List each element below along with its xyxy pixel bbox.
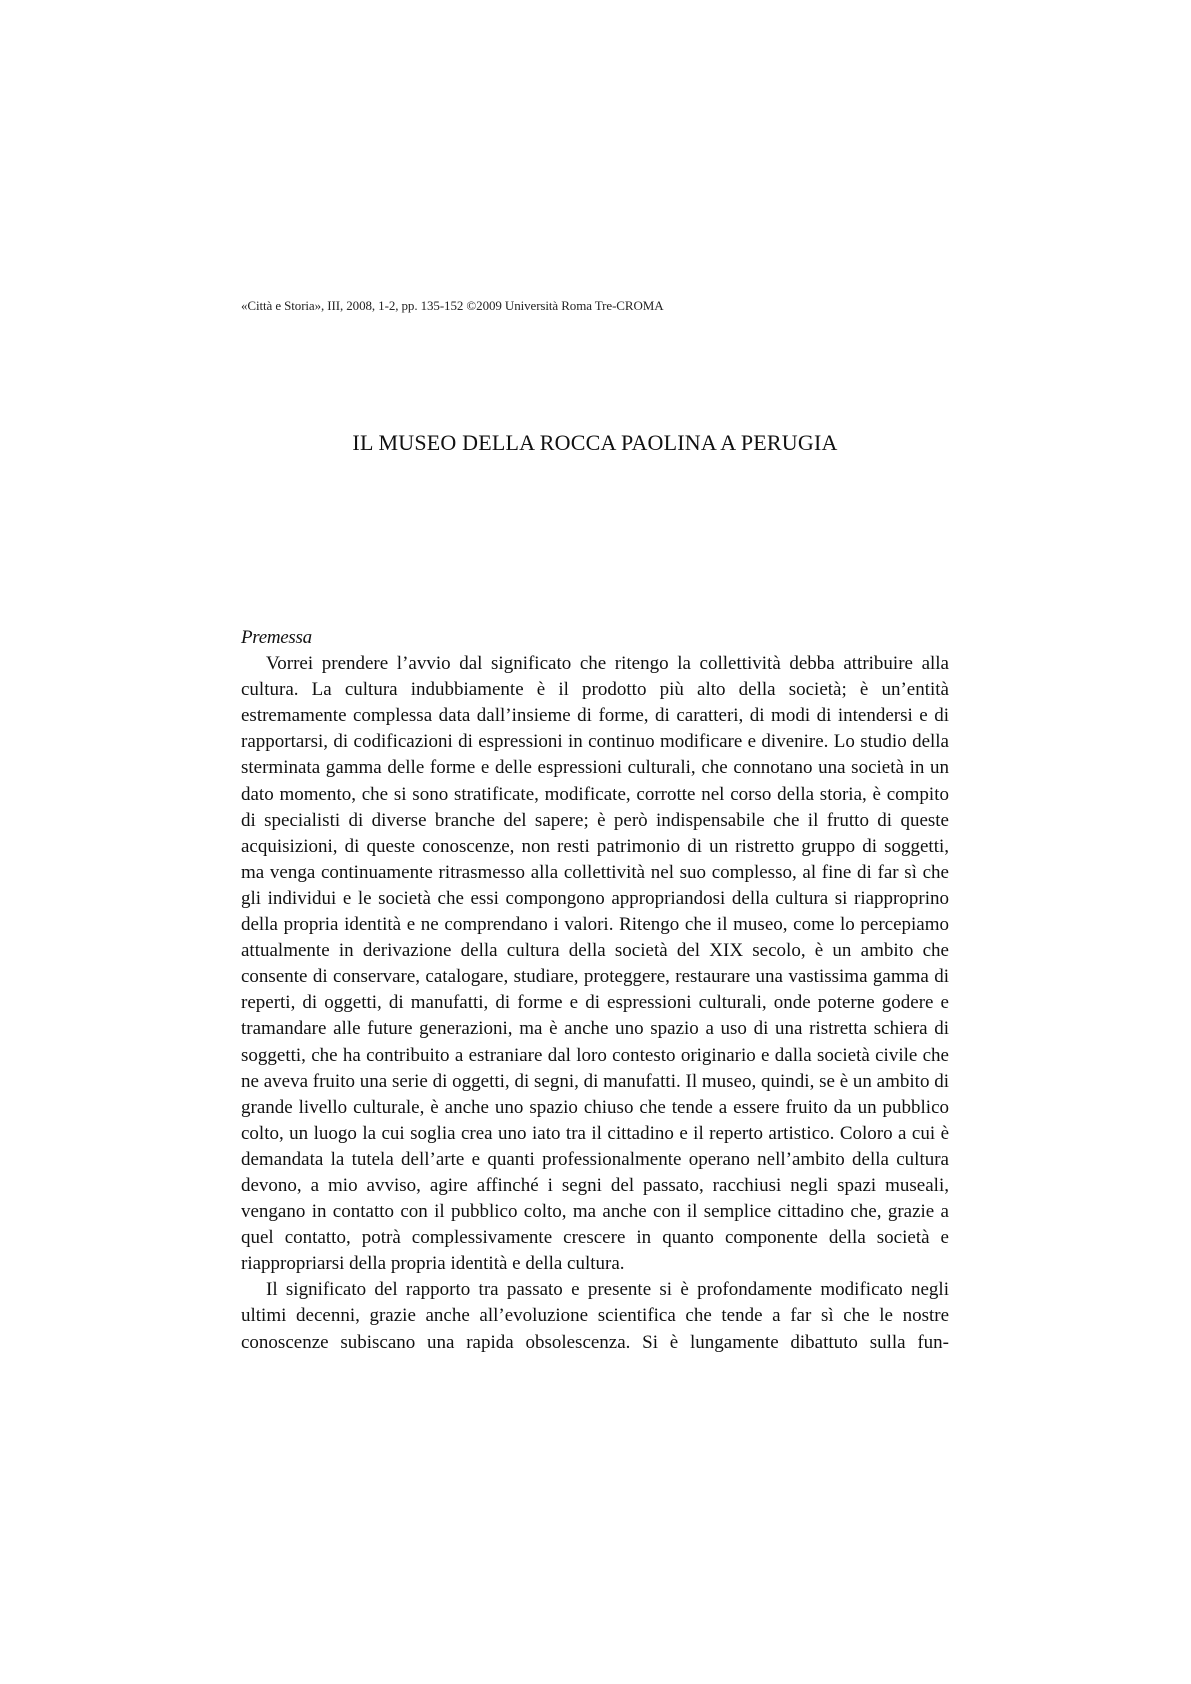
article-body	[241, 625, 949, 1356]
journal-citation: «Città e Storia», III, 2008, 1-2, pp. 135-152 ©2009 Università Roma Tre-CROMA	[241, 298, 664, 313]
section-heading: Premessa	[241, 627, 312, 648]
paragraph: Il significato del rapporto tra passato e presente si è profondamente modificato negli ultimi decenni, grazie anche all’evoluzione scientifica che tende a far sì che le nostre conoscenze subiscano una rapida obsolescenza. Si è lungamente dibattuto sulla fun-	[241, 1279, 949, 1353]
article-title: IL MUSEO DELLA ROCCA PAOLINA A PERUGIA	[352, 430, 838, 455]
paragraph: Vorrei prendere l’avvio dal significato che ritengo la collettività debba attribuire alla cultura. La cultura indubbiamente è il prodotto più alto della società; è un’entità estremamente complessa data dall’insieme di forme, di caratteri, di modi di intendersi e di rapportarsi, di codificazioni di espressioni in continuo modificare e divenire. Lo studio della sterminata gamma delle forme e delle espressioni culturali, che connotano una società in un dato momento, che si sono stratificate, modificate, corrotte nel corso della storia, è compito di specialisti di diverse branche del sapere; è però indispensabile che il frutto di queste acquisizioni, di queste conoscenze, non resti patrimonio di un ristretto gruppo di soggetti, ma venga continuamente ritrasmesso alla collettività nel suo complesso, al fine di far sì che gli individui e le società che essi compongono appropriandosi della cultura si riapproprino della propria identità e ne comprendano i valori. Ritengo che il museo, come lo percepiamo attualmente in derivazione della cultura della società del XIX secolo, è un ambito che consente di conservare, catalogare, studiare, proteggere, restaurare una vastissima gamma di reperti, di oggetti, di manufatti, di forme e di espressioni culturali, onde poterne godere e tramandare alle future generazioni, ma è anche uno spazio a uso di una ristretta schiera di soggetti, che ha contribuito a estraniare dal loro contesto originario e dalla società civile che ne aveva fruito una serie di oggetti, di segni, di manufatti. Il museo, quindi, se è un ambito di grande livello culturale, è anche uno spazio chiuso che tende a essere fruito da un pubblico colto, un luogo la cui soglia crea uno iato tra il cittadino e il reperto artistico. Coloro a cui è demandata la tutela dell’arte e quanti professionalmente operano nell’ambito della cultura devono, a mio avviso, agire affinché i segni del passato, racchiusi negli spazi museali, vengano in contatto con il pubblico colto, ma anche con il semplice cittadino che, grazie a quel contatto, potrà complessivamente crescere in quanto componente della società e riappropriarsi della propria identità e della cultura.	[241, 653, 949, 1275]
